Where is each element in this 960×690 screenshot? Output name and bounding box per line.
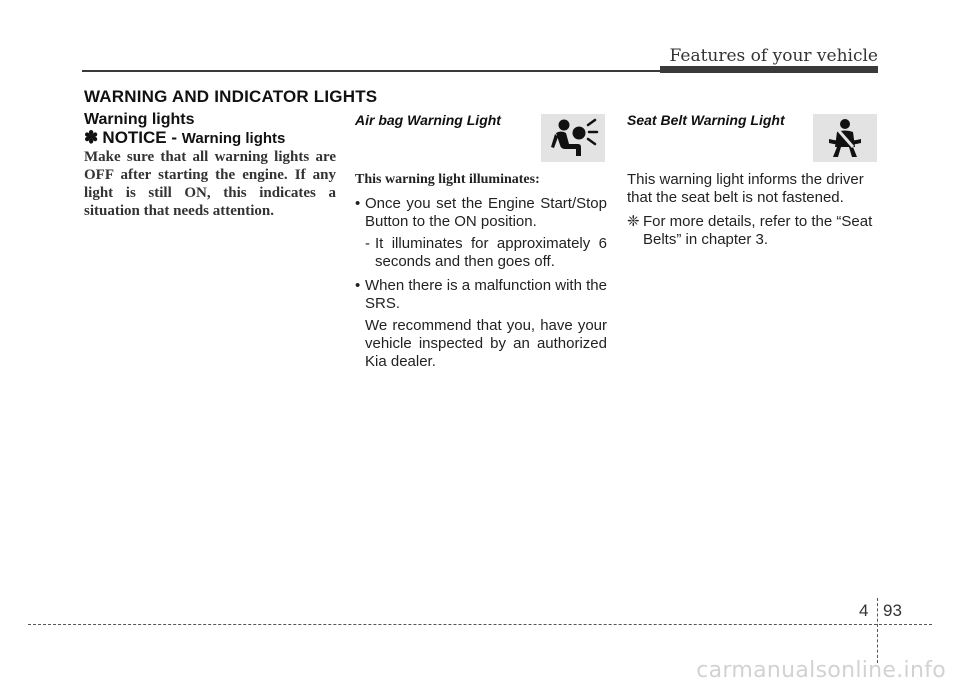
running-header: Features of your vehicle	[669, 46, 878, 66]
header-rule	[82, 70, 878, 72]
seat-belt-warning-icon	[813, 114, 877, 162]
column-warning-lights	[84, 111, 336, 220]
airbag-recommendation: We recommend that you, have your vehicle inspected by an authorized Kia dealer.	[365, 317, 607, 370]
warning-lights-heading: Warning lights	[84, 111, 195, 128]
airbag-warning-icon	[541, 114, 605, 162]
chapter-number: 4	[859, 601, 869, 620]
footer-rule	[28, 624, 932, 625]
airbag-bullet-2: • When there is a malfunction with the SRS.	[355, 277, 607, 312]
notice-body: Make sure that all warning lights are OFF after starting the engine. If any light is still ON, this indicates a situation that needs attention.	[84, 149, 336, 219]
reference-mark-icon: ❈	[627, 213, 640, 230]
seat-belt-warning-body: This warning light informs the driver that the seat belt is not fastened.	[627, 171, 864, 206]
notice-label: NOTICE -	[102, 128, 182, 147]
airbag-illuminates-label: This warning light illuminates:	[355, 172, 540, 187]
notice-heading	[84, 129, 336, 148]
notice-topic: Warning lights	[181, 130, 286, 147]
footer-divider	[877, 598, 878, 663]
airbag-dash-1: - It illuminates for approximately 6 seconds and then goes off.	[365, 235, 607, 270]
airbag-bullet-1: • Once you set the Engine Start/Stop Button to the ON position.	[355, 195, 607, 230]
notice-star-icon: ✽	[84, 128, 99, 147]
airbag-warning-heading: Air bag Warning Light	[355, 112, 501, 128]
seat-belt-warning-heading: Seat Belt Warning Light	[627, 112, 785, 128]
page-number: 93	[883, 601, 902, 620]
seat-belt-reference: ❈ For more details, refer to the “Seat Belts” in chapter 3.	[627, 213, 873, 248]
section-title: WARNING AND INDICATOR LIGHTS	[84, 87, 378, 106]
watermark: carmanualsonline.info	[696, 658, 946, 683]
